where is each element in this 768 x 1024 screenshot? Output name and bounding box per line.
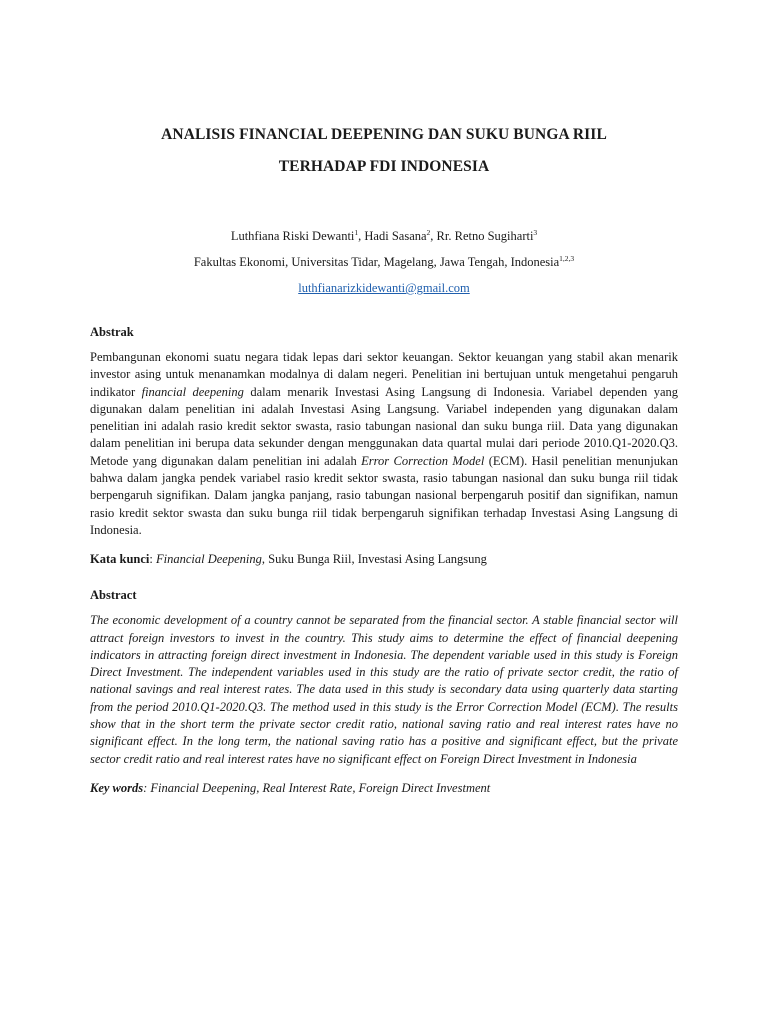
- kata-kunci-rest: , Suku Bunga Riil, Investasi Asing Langsung: [261, 552, 487, 567]
- author-3-sup: 3: [533, 228, 538, 237]
- abstrak-italic-2: Error Correction Model: [361, 453, 485, 468]
- title-block: [90, 0, 678, 183]
- abstrak-heading: Abstrak: [90, 325, 134, 339]
- key-words-rest: : Financial Deepening, Real Interest Rate, Foreign Direct Investment: [143, 780, 491, 795]
- kata-kunci-sep: :: [149, 552, 156, 567]
- kata-kunci: [90, 551, 678, 568]
- author-block: [90, 223, 678, 301]
- abstract-body: The economic development of a country cannot be separated from the financial sector. A stable financial sector will attract foreign investors to invest in the country. This study aims to determine the effect of financial deepening indicators in attracting foreign direct investment in Indonesia. The dependent variable used in this study is Foreign Direct Investment. The independent variables used in this study are the ratio of private sector credit, the ratio of national savings and real interest rates. The data used in this study is secondary data using quarterly data starting from the period 2010.Q1-2020.Q3. The method used in this study is the Error Correction Model (ECM). The results show that in the short term the private sector credit ratio, national saving ratio and real interest rates have no significant effect. In the long term, the national saving ratio has a positive and significant effect, but the private sector credit ratio and real interest rates have no significant effect on Foreign Direct Investment in Indonesia: [90, 613, 678, 766]
- email-line: [90, 275, 678, 301]
- email-link[interactable]: luthfianarizkidewanti@gmail.com: [298, 281, 470, 295]
- author-names: Luthfiana Riski Dewanti$^1$, Hadi Sasana$^2$, Rr. Retno Sugiharti$^3$: [230, 228, 538, 243]
- author-2-sup: 2: [426, 228, 431, 237]
- abstract-heading: Abstract: [90, 588, 137, 603]
- key-words-label: Key words: [90, 780, 144, 795]
- kata-kunci-label: Kata kunci: [90, 552, 150, 567]
- affiliation: [90, 249, 678, 275]
- author-1-sup: 1: [354, 228, 359, 237]
- author-2: Hadi Sasana: [364, 229, 427, 243]
- author-1: Luthfiana Riski Dewanti: [230, 229, 355, 243]
- title-line-2: TERHADAP FDI INDONESIA: [278, 158, 490, 175]
- affiliation-text: Fakultas Ekonomi, Universitas Tidar, Magelang, Jawa Tengah, Indonesia: [193, 255, 560, 269]
- kata-kunci-italic: Financial Deepening: [156, 552, 262, 567]
- abstrak-text-1: Pembangunan ekonomi suatu negara tidak lepas dari sektor keuangan. Sektor keuangan yang stabil akan menarik investor asing untuk menanamkan modalnya di dalam negeri. Penelitian ini bertujuan untuk mengetahui pengaruh indikator: [90, 350, 678, 399]
- abstrak-text-3: (ECM). Hasil penelitian menunjukan bahwa dalam jangka pendek variabel rasio kredit sektor swasta, rasio tabungan nasional dan suku bunga riil tidak berpengaruh signifikan. Dalam jangka panjang, rasio tabungan nasional berpengaruh positif dan signifikan, namun rasio kredit sektor swasta dan suku bunga riil tidak berpengaruh signifikan terhadap Investasi Asing Langsung di Indonesia.: [90, 453, 678, 537]
- affiliation-sup: 1,2,3: [559, 254, 575, 263]
- abstrak-body: [90, 349, 678, 539]
- author-3: Rr. Retno Sugiharti: [436, 229, 534, 243]
- title-line-1: ANALISIS FINANCIAL DEEPENING DAN SUKU BUNGA RIIL: [161, 126, 607, 143]
- key-words: [90, 780, 678, 797]
- abstrak-text-2: dalam menarik Investasi Asing Langsung di Indonesia. Variabel dependen yang digunakan dalam penelitian ini adalah Investasi Asing Langsung. Variabel independen yang digunakan dalam penelitian ini adalah rasio kredit sektor swasta, rasio tabungan nasional dan suku bunga riil. Data yang digunakan dalam penelitian ini berupa data sekunder dengan menggunakan data quartal mulai dari periode 2010.Q1-2020.Q3. Metode yang digunakan dalam penelitian ini adalah: [90, 384, 678, 468]
- abstrak-italic-1: financial deepening: [141, 384, 244, 399]
